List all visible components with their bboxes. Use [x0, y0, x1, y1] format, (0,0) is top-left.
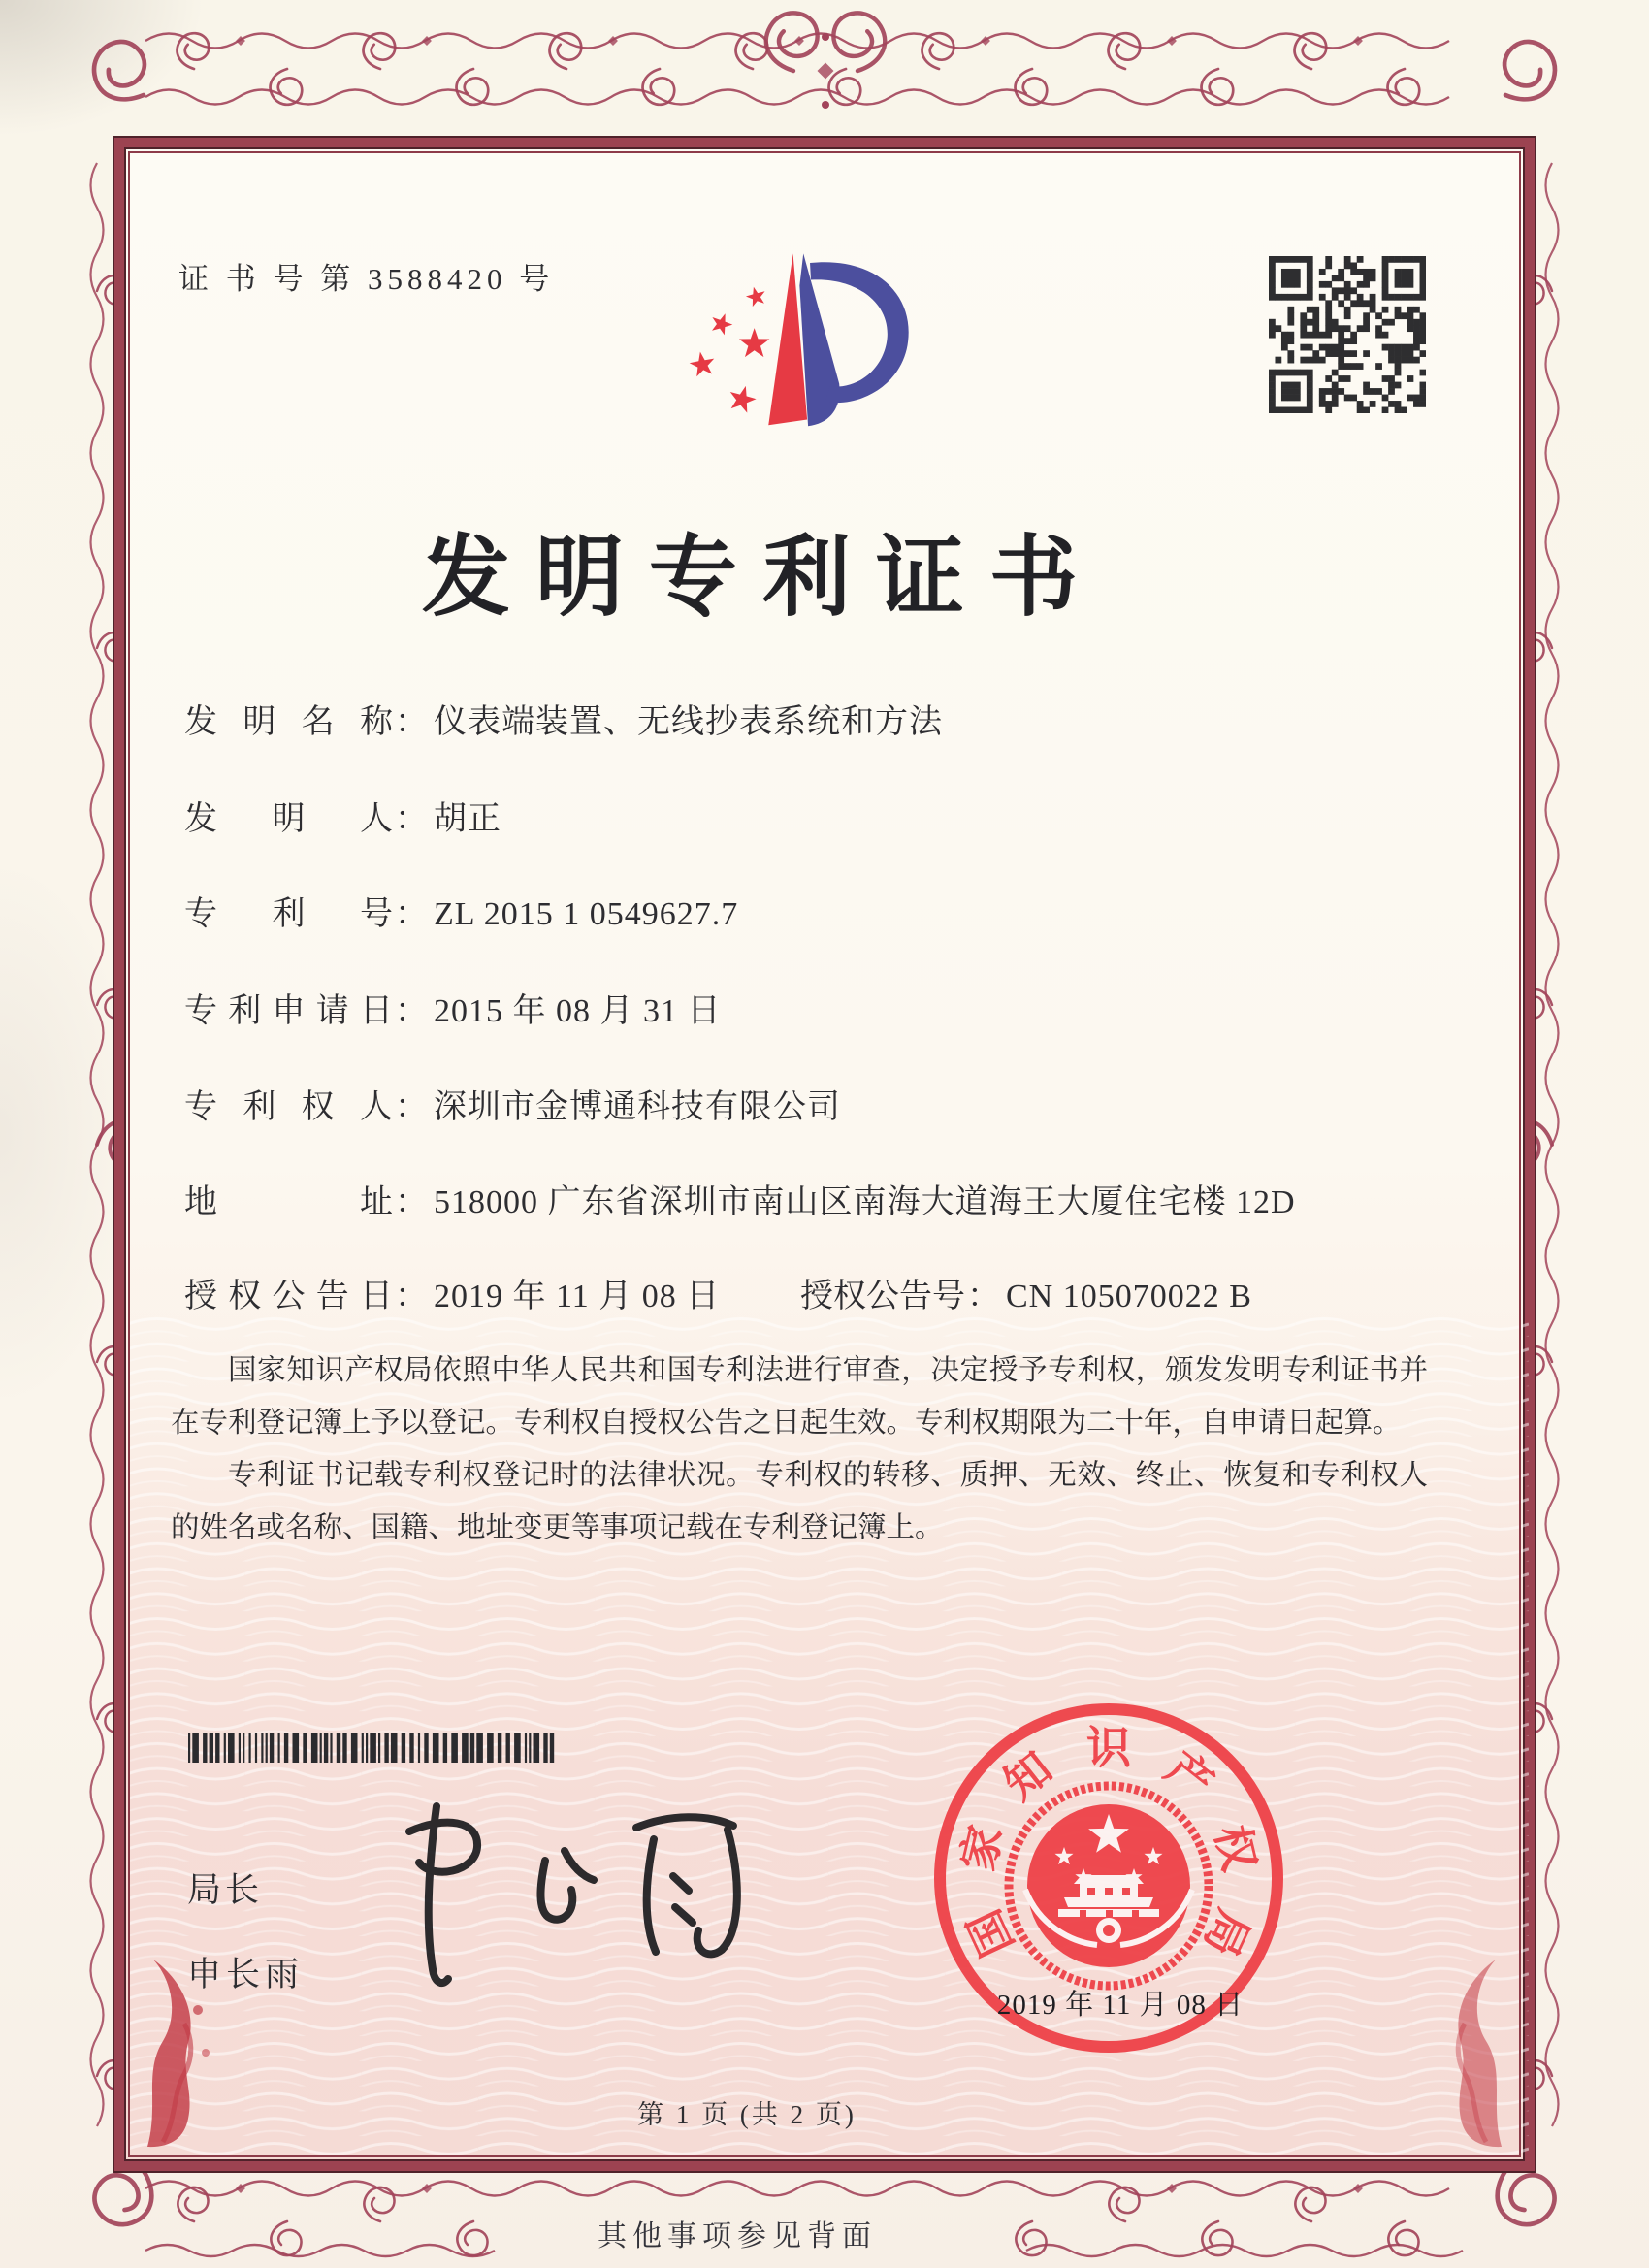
field-value: ZL 2015 1 0549627.7	[434, 896, 739, 932]
svg-text:产: 产	[1156, 1742, 1222, 1810]
commissioner-title: 局长	[187, 1871, 264, 1909]
grant-date-value: 2019 年 11 月 08 日	[434, 1279, 721, 1314]
grant-number-label: 授权公告号	[800, 1279, 965, 1314]
legal-text	[171, 1345, 1428, 1554]
field-value: 518000 广东省深圳市南山区南海大道海王大厦住宅楼 12D	[434, 1184, 1296, 1220]
field-row-filing-date: 专利申请日： 2015 年 08 月 31 日	[184, 984, 1484, 1031]
svg-text:知: 知	[995, 1742, 1061, 1810]
field-row-invention-name: 发明名称： 仪表端装置、无线抄表系统和方法	[184, 695, 1484, 742]
grant-number-value: CN 105070022 B	[1006, 1279, 1252, 1314]
svg-text:家: 家	[953, 1820, 1012, 1876]
field-value: 2015 年 08 月 31 日	[434, 993, 722, 1029]
field-value: 仪表端装置、无线抄表系统和方法	[434, 704, 943, 740]
field-label: 地址	[184, 1184, 393, 1220]
svg-text:权: 权	[1206, 1820, 1265, 1876]
field-row-inventor: 发明人： 胡正	[184, 792, 1484, 839]
field-label: 发明名称	[184, 704, 393, 740]
corner-floral-right-icon	[1399, 1948, 1515, 2152]
svg-text:识: 识	[1086, 1723, 1131, 1773]
field-row-grant: 授权公告日： 2019 年 11 月 08 日 授权公告号： CN 105070022 B	[184, 1269, 1484, 1316]
commissioner-name: 申长雨	[187, 1956, 305, 1993]
commissioner-signature	[367, 1797, 803, 1991]
seal-date: 2019 年 11 月 08 日	[996, 1990, 1245, 2021]
barcode	[188, 1733, 559, 1763]
field-value: 胡正	[434, 801, 501, 837]
field-label: 专利申请日	[184, 993, 393, 1029]
svg-text:国: 国	[958, 1901, 1023, 1964]
legal-paragraph-1: 国家知识产权局依照中华人民共和国专利法进行审查，决定授予专利权，颁发发明专利证书并在专利登记簿上予以登记。专利权自授权公告之日起生效。专利权期限为二十年，自申请日起算。	[171, 1355, 1428, 1439]
page-number: 第 1 页 (共 2 页)	[637, 2100, 857, 2129]
field-label: 专利号	[184, 896, 393, 932]
field-value: 深圳市金博通科技有限公司	[434, 1089, 841, 1125]
field-row-address: 地址： 518000 广东省深圳市南山区南海大道海王大厦住宅楼 12D	[184, 1175, 1484, 1222]
legal-paragraph-2: 专利证书记载专利权登记时的法律状况。专利权的转移、质押、无效、终止、恢复和专利权人的姓名或名称、国籍、地址变更等事项记载在专利登记簿上。	[171, 1460, 1428, 1543]
svg-text:局: 局	[1194, 1901, 1259, 1964]
field-row-patent-number: 专利号： ZL 2015 1 0549627.7	[184, 887, 1484, 934]
back-note: 其他事项参见背面	[598, 2220, 877, 2252]
grant-date-label: 授权公告日	[184, 1279, 393, 1314]
field-label: 专利权人	[184, 1089, 393, 1125]
certificate-title: 发明专利证书	[421, 529, 1103, 627]
certificate-number: 证 书 号 第 3588420 号	[178, 262, 555, 296]
logo-stars	[690, 287, 770, 413]
grant-number-pair: 授权公告号： CN 105070022 B	[800, 1279, 1252, 1314]
seal-emblem	[1009, 1786, 1209, 1986]
qr-code	[1269, 256, 1426, 413]
field-row-patentee: 专利权人： 深圳市金博通科技有限公司	[184, 1080, 1484, 1127]
patent-office-logo	[656, 231, 966, 469]
field-label: 发明人	[184, 801, 393, 837]
